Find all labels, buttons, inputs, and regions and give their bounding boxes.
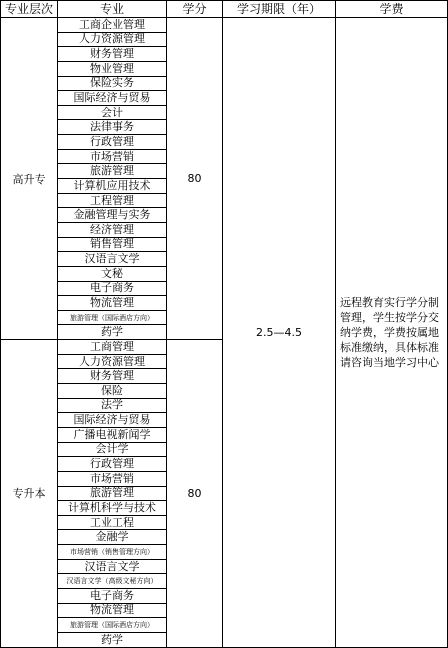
major-cell: 会计学 [58, 442, 167, 457]
major-cell: 保险实务 [58, 76, 167, 91]
major-cell: 工商企业管理 [58, 18, 167, 33]
major-cell: 销售管理 [58, 237, 167, 252]
header-level: 专业层次 [1, 1, 58, 18]
major-cell: 药学 [58, 325, 167, 340]
major-cell: 市场营销 [58, 149, 167, 164]
major-cell: 旅游管理 [58, 164, 167, 179]
table-row [1, 18, 448, 33]
major-cell: 物流管理 [58, 603, 167, 618]
major-cell: 旅游管理 [58, 486, 167, 501]
header-major: 专业 [58, 1, 167, 18]
credits-cell: 80 [167, 18, 223, 340]
major-cell: 财务管理 [58, 47, 167, 62]
major-cell: 旅游管理（国际酒店方向） [58, 310, 167, 325]
header-fee: 学费 [336, 1, 448, 18]
major-cell: 电子商务 [58, 281, 167, 296]
major-cell: 法律事务 [58, 120, 167, 135]
major-cell: 药学 [58, 632, 167, 647]
major-cell: 行政管理 [58, 457, 167, 472]
major-cell: 法学 [58, 398, 167, 413]
major-cell: 国际经济与贸易 [58, 91, 167, 106]
major-cell: 金融管理与实务 [58, 208, 167, 223]
major-cell: 人力资源管理 [58, 354, 167, 369]
major-cell: 电子商务 [58, 588, 167, 603]
major-cell: 汉语言文学 [58, 559, 167, 574]
header-credits: 学分 [167, 1, 223, 18]
major-cell: 行政管理 [58, 135, 167, 150]
major-cell: 工业工程 [58, 515, 167, 530]
major-cell: 物流管理 [58, 296, 167, 311]
major-cell: 市场营销（销售管理方向） [58, 545, 167, 560]
major-cell: 保险 [58, 384, 167, 399]
major-cell: 文秘 [58, 266, 167, 281]
major-cell: 计算机应用技术 [58, 179, 167, 194]
header-row [1, 1, 448, 18]
major-cell: 工程管理 [58, 193, 167, 208]
major-cell: 广播电视新闻学 [58, 427, 167, 442]
major-cell: 工商管理 [58, 340, 167, 355]
duration-cell: 2.5—4.5 [223, 18, 336, 648]
major-cell: 会计 [58, 105, 167, 120]
major-cell: 市场营销 [58, 471, 167, 486]
major-cell: 汉语言文学（高级文秘方向） [58, 574, 167, 589]
table-body [1, 18, 448, 648]
major-cell: 旅游管理（国际酒店方向） [58, 618, 167, 633]
fee-cell [336, 18, 448, 648]
level-cell: 高升专 [1, 18, 58, 340]
credits-cell: 80 [167, 340, 223, 647]
major-cell: 物业管理 [58, 61, 167, 76]
major-cell: 计算机科学与技术 [58, 501, 167, 516]
fee-text: 远程教育实行学分制管理，学生按学分交纳学费，学费按属地标准缴纳，具体标准请咨询当地学习中心 [340, 295, 439, 369]
level-cell: 专升本 [1, 340, 58, 647]
major-cell: 人力资源管理 [58, 32, 167, 47]
major-cell: 汉语言文学 [58, 252, 167, 267]
major-cell: 财务管理 [58, 369, 167, 384]
major-cell: 国际经济与贸易 [58, 413, 167, 428]
header-duration: 学习期限（年） [223, 1, 336, 18]
major-cell: 金融学 [58, 530, 167, 545]
major-cell: 经济管理 [58, 222, 167, 237]
